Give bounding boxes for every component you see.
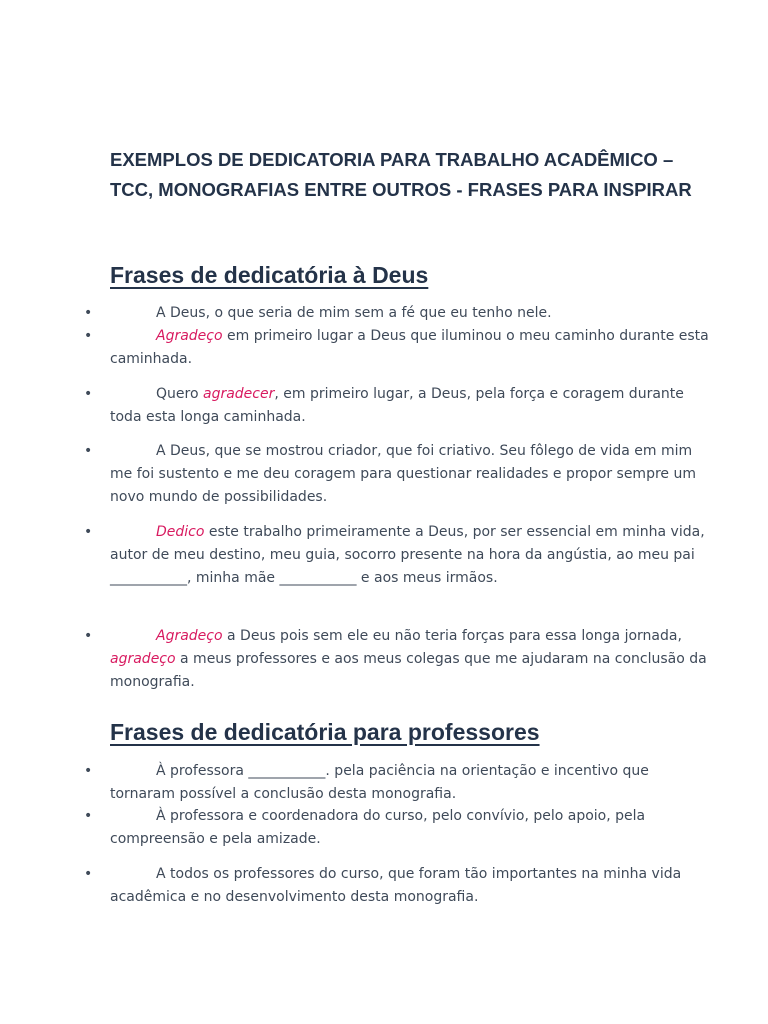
highlight-word: Agradeço	[156, 628, 223, 644]
list-item: • À professora e coordenadora do curso, pelo convívio, pelo apoio, pela compreensão e pela amizade.	[110, 805, 710, 851]
bullet-icon: •	[84, 305, 93, 321]
bullet-icon: •	[84, 763, 93, 779]
highlight-word: agradeço	[110, 651, 176, 667]
list-item: • Agradeço a Deus pois sem ele eu não teria forças para essa longa jornada, agradeço a meus professores e aos meus colegas que me ajudaram na conclusão da monografia.	[110, 625, 710, 694]
list-item: • A Deus, o que seria de mim sem a fé que eu tenho nele.	[110, 302, 710, 325]
bullet-icon: •	[84, 443, 93, 459]
bullet-icon: •	[84, 328, 93, 344]
document-title: EXEMPLOS DE DEDICATORIA PARA TRABALHO ACADÊMICO – TCC, MONOGRAFIAS ENTRE OUTROS - FRASES PARA INSPIRAR	[110, 149, 692, 200]
list-item: • Agradeço em primeiro lugar a Deus que iluminou o meu caminho durante esta caminhada.	[110, 325, 710, 371]
bullet-icon: •	[84, 866, 93, 882]
highlight-word: Dedico	[156, 524, 205, 540]
bullet-icon: •	[84, 524, 93, 540]
list-item: • A Deus, que se mostrou criador, que foi criativo. Seu fôlego de vida em mim me foi sustento e me deu coragem para questionar realidades e propor sempre um novo mundo de possibilidades.	[110, 440, 710, 509]
list-item: • Dedico este trabalho primeiramente a Deus, por ser essencial em minha vida, autor de meu destino, meu guia, socorro presente na hora da angústia, ao meu pai ___________, minha mãe ___________ e aos meus irmãos.	[110, 521, 710, 590]
highlight-word: Agradeço	[156, 328, 223, 344]
bullet-icon: •	[84, 628, 93, 644]
section-heading-professores: Frases de dedicatória para professores	[110, 719, 540, 745]
section-heading-deus: Frases de dedicatória à Deus	[110, 262, 429, 288]
list-item: • A todos os professores do curso, que foram tão importantes na minha vida acadêmica e no desenvolvimento desta monografia.	[110, 863, 710, 909]
list-item: • Quero agradecer, em primeiro lugar, a Deus, pela força e coragem durante toda esta longa caminhada.	[110, 383, 710, 429]
highlight-word: agradecer	[202, 386, 275, 402]
list-item: • À professora ___________. pela paciência na orientação e incentivo que tornaram possível a conclusão desta monografia.	[110, 760, 710, 806]
bullet-icon: •	[84, 808, 93, 824]
bullet-icon: •	[84, 386, 93, 402]
